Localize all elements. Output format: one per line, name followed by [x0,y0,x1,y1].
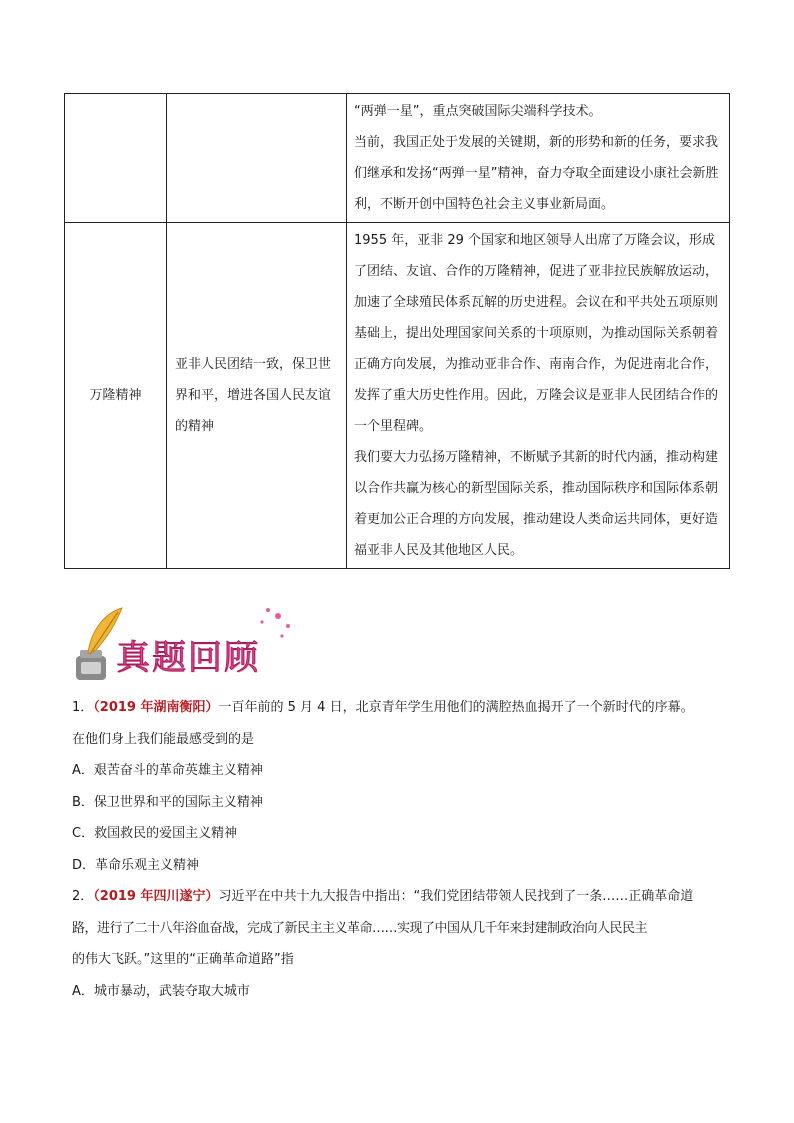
answer-option: A．城市暴动，武装夺取大城市 [72,983,250,999]
question-source: （2019 年湖南衡阳） [93,700,219,715]
answer-option: B．保卫世界和平的国际主义精神 [72,794,263,810]
answer-option: A．艰苦奋斗的革命英雄主义精神 [72,763,263,778]
question-text: 在他们身上我们能最感受到的是 [72,731,255,747]
question-number: 2． [72,889,94,904]
answer-option: D．革命乐观主义精神 [72,857,200,873]
table-row [65,223,730,569]
question-text: 习近平在中共十九大报告中指出：“我们党团结带领人民找到了一条……正确革命道 [218,889,694,904]
question-stem [72,692,732,724]
question-text: 路，进行了二十八年浴血奋战，完成了新民主主义革命……实现了中国从几千年来封建制政治向人民民主 [72,920,648,936]
spirit-desc-cell [167,94,347,223]
sparkle-icon [260,608,290,638]
content-paragraph: 当前，我国正处于发展的关键期，新的形势和新的任务，要求我们继承和发扬“两弹一星”精神，奋力夺取全面建设小康社会新胜利，不断开创中国特色社会主义事业新局面。 [354,135,719,212]
table-row [65,94,730,223]
question-text: 的伟大飞跃。”这里的“正确革命道路”指 [72,952,294,967]
spirit-name-cell [65,94,167,223]
content-paragraph: 我们要大力弘扬万隆精神，不断赋予其新的时代内涵，推动构建以合作共赢为核心的新型国际关系，推动国际秩序和国际体系朝着更加公正合理的方向发展，推动建设人类命运共同体，更好造福亚非人民及其他地区人民。 [354,450,719,558]
content-paragraph: “两弹一星”，重点突破国际尖端科学技术。 [354,104,602,119]
spirit-name-cell: 万隆精神 [65,223,167,569]
spirit-content-cell [347,223,730,569]
content-paragraph: 1955 年，亚非 29 个国家和地区领导人出席了万隆会议，形成了团结、友谊、合作的万隆精神，促进了亚非拉民族解放运动，加速了全球殖民体系瓦解的历史进程。会议在和平共处五项原则基础上，提出处理国家间关系的十项原则，为推动国际关系朝着正确方向发展，为推动亚非合作、南南合作，为促进南北合作，发挥了重大历史性作用。因此，万隆会议是亚非人民团结合作的一个里程碑。 [354,233,719,434]
spirit-desc-cell: 亚非人民团结一致，保卫世界和平，增进各国人民友谊的精神 [167,223,347,569]
question-stem [72,881,732,913]
spirit-content-cell [347,94,730,223]
question-number: 1． [72,700,94,715]
question-list [72,692,732,1007]
answer-option: C．救国救民的爱国主义精神 [72,826,238,841]
spirit-table [64,93,730,569]
question-source: （2019 年四川遂宁） [93,889,219,904]
question-text: 一百年前的 5 月 4 日，北京青年学生用他们的满腔热血揭开了一个新时代的序幕。 [218,700,694,715]
section-title: 真题回顾 [116,638,260,678]
